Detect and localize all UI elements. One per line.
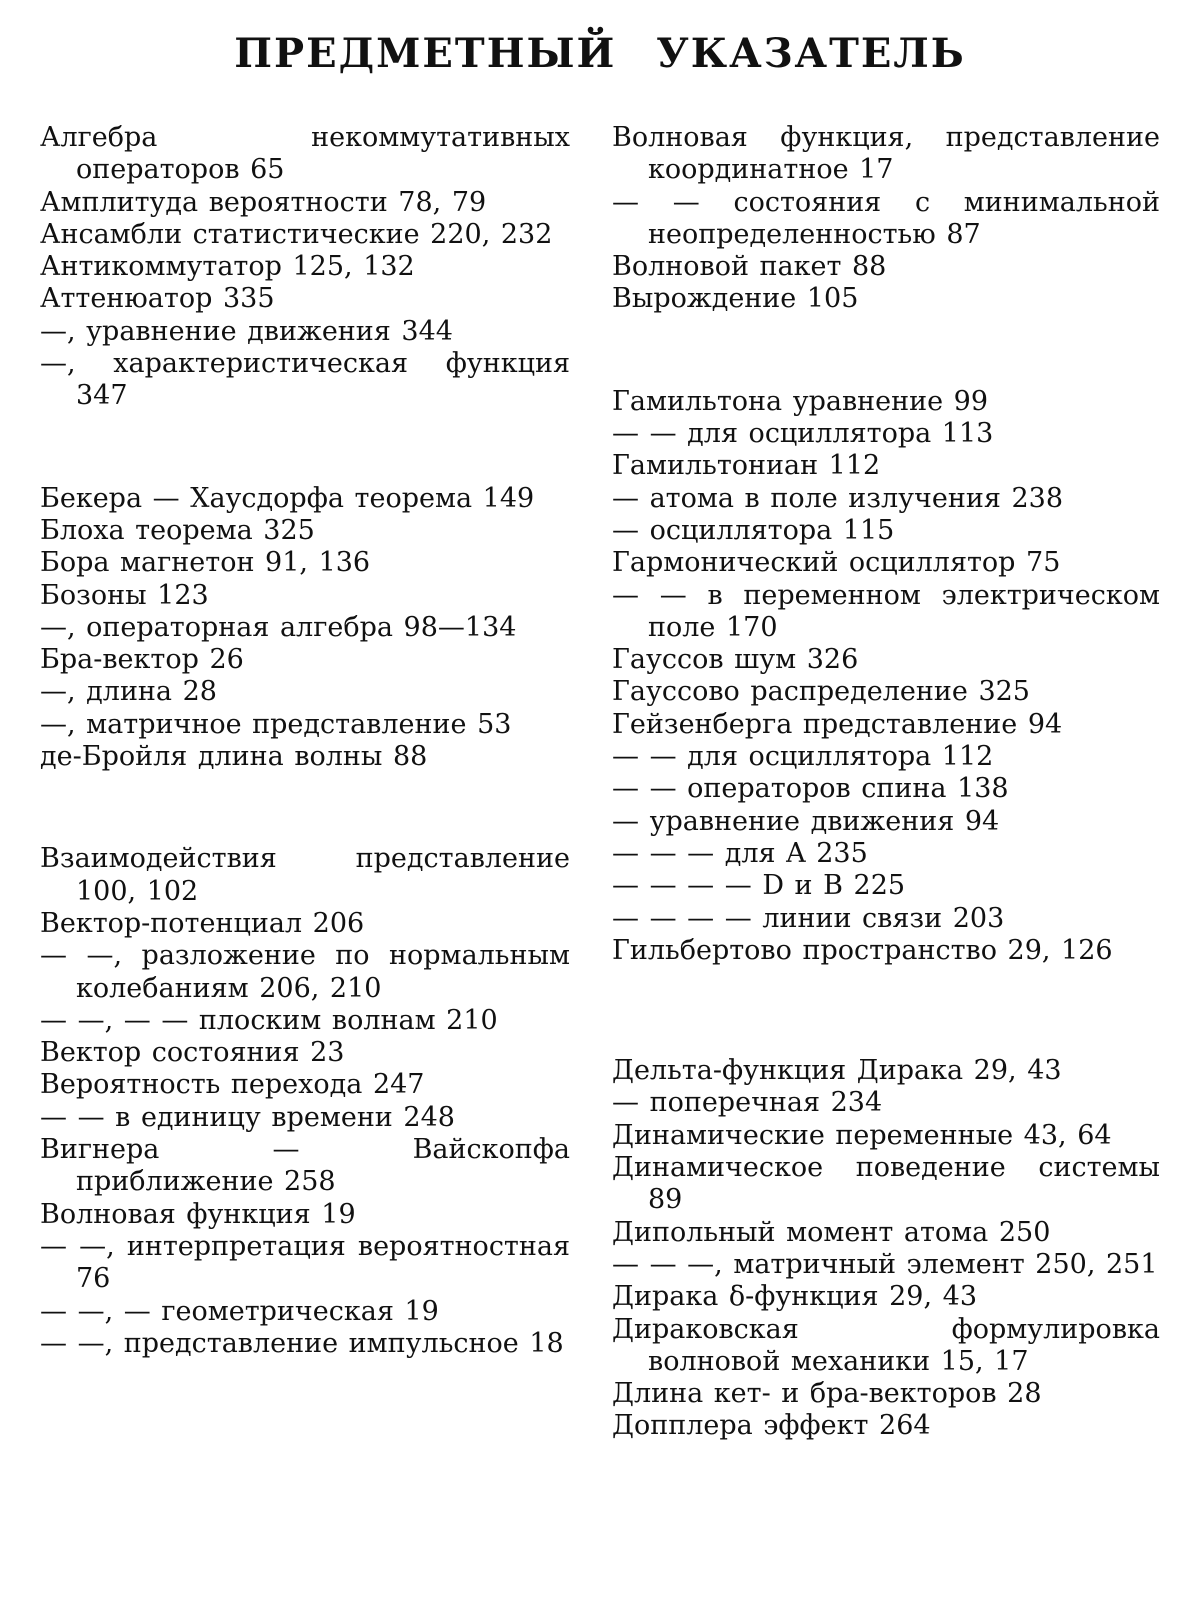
index-entry: Бора магнетон 91, 136 <box>40 547 371 579</box>
index-entry: Динамическое поведение системы 89 <box>612 1152 1160 1216</box>
index-entry: — — для осциллятора 113 <box>612 418 994 450</box>
index-entry: —, уравнение движения 344 <box>40 315 453 347</box>
index-entry: Аттенюатор 335 <box>40 283 275 315</box>
index-entry: Гамильтона уравнение 99 <box>612 385 989 417</box>
index-entry: —, характеристическая функция 347 <box>40 348 570 412</box>
index-entry: —, длина 28 <box>40 676 217 708</box>
index-column-right <box>612 122 1160 1443</box>
index-entry: Ансамбли статистические 220, 232 <box>40 218 553 250</box>
index-entry: — — в переменном электрическом поле 170 <box>612 579 1160 643</box>
index-entry: — — состояния с минимальной неопределенностью 87 <box>612 186 1160 250</box>
index-entry: Гейзенберга представление 94 <box>612 708 1063 740</box>
index-entry: — атома в поле излучения 238 <box>612 482 1064 514</box>
index-entry: — —, — — плоским волнам 210 <box>40 1004 498 1036</box>
index-entry: Волновой пакет 88 <box>612 251 887 283</box>
index-entry: Вектор состояния 23 <box>40 1037 345 1069</box>
index-entry: Динамические переменные 43, 64 <box>612 1119 1112 1151</box>
index-entry: Бекера — Хаусдорфа теорема 149 <box>40 482 535 514</box>
index-entry: Дирака δ-функция 29, 43 <box>612 1281 978 1313</box>
index-entry: Вероятность перехода 247 <box>40 1069 425 1101</box>
index-entry: Длина кет- и бра-векторов 28 <box>612 1378 1042 1410</box>
index-entry: — — — для A 235 <box>612 837 868 869</box>
index-entry: Амплитуда вероятности 78, 79 <box>40 186 487 218</box>
index-entry: — поперечная 234 <box>612 1087 883 1119</box>
index-entry: Волновая функция, представление координатное 17 <box>612 122 1160 186</box>
page-title: ПРЕДМЕТНЫЙ УКАЗАТЕЛЬ <box>234 30 966 77</box>
index-entry: Гамильтониан 112 <box>612 450 881 482</box>
index-entry: — уравнение движения 94 <box>612 805 1000 837</box>
index-entry: Дираковская формулировка волновой механики 15, 17 <box>612 1313 1160 1377</box>
index-column-left <box>40 122 570 1360</box>
index-entry: Бра-вектор 26 <box>40 644 244 676</box>
index-entry: Вектор-потенциал 206 <box>40 907 365 939</box>
index-entry: Гауссово распределение 325 <box>612 676 1030 708</box>
index-entry: Вырождение 105 <box>612 283 859 315</box>
index-entry: — —, разложение по нормальным колебаниям 206, 210 <box>40 940 570 1004</box>
index-entry: — — — — линии связи 203 <box>612 902 1005 934</box>
index-entry: Антикоммутатор 125, 132 <box>40 251 415 283</box>
index-entry: — — операторов спина 138 <box>612 773 1009 805</box>
index-entry: Дипольный момент атома 250 <box>612 1216 1051 1248</box>
index-entry: Гильбертово пространство 29, 126 <box>612 934 1113 966</box>
index-entry: де-Бройля длина волны 88 <box>40 741 428 773</box>
index-entry: — — — — D и B 225 <box>612 870 906 902</box>
index-entry: Гармонический осциллятор 75 <box>612 547 1061 579</box>
index-entry: — — для осциллятора 112 <box>612 741 994 773</box>
index-entry: Взаимодействия представление 100, 102 <box>40 843 570 907</box>
index-entry: Гауссов шум 326 <box>612 644 859 676</box>
index-entry: — — в единицу времени 248 <box>40 1101 455 1133</box>
index-entry: — —, — геометрическая 19 <box>40 1295 439 1327</box>
index-entry: Вигнера — Вайскопфа приближение 258 <box>40 1134 570 1198</box>
index-entry: Волновая функция 19 <box>40 1198 356 1230</box>
index-entry: Допплера эффект 264 <box>612 1410 931 1442</box>
index-entry: Алгебра некоммутативных операторов 65 <box>40 122 570 186</box>
index-entry: —, операторная алгебра 98—134 <box>40 611 517 643</box>
index-entry: — осциллятора 115 <box>612 514 895 546</box>
index-entry: — — —, матричный элемент 250, 251 <box>612 1248 1158 1280</box>
index-entry: Блоха теорема 325 <box>40 514 315 546</box>
index-entry: Бозоны 123 <box>40 579 209 611</box>
index-entry: — —, интерпретация вероятностная 76 <box>40 1230 570 1295</box>
index-entry: — —, представление импульсное 18 <box>40 1327 564 1359</box>
index-entry: Дельта-функция Дирака 29, 43 <box>612 1055 1062 1087</box>
index-entry: —, матричное представление 53 <box>40 708 512 740</box>
